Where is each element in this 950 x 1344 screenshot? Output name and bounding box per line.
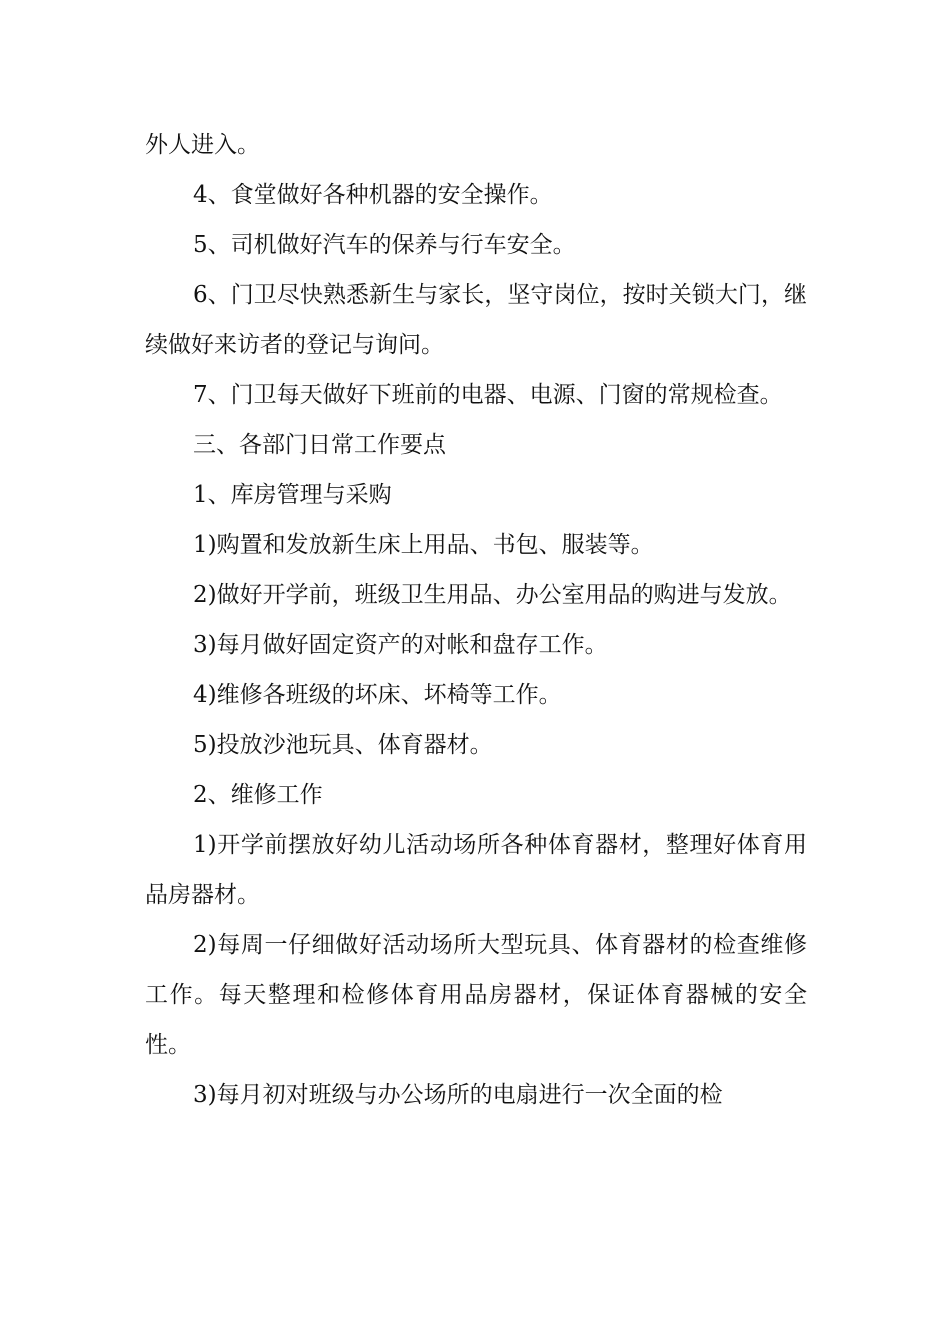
paragraph-4: 6、门卫尽快熟悉新生与家长，坚守岗位，按时关锁大门，继续做好来访者的登记与询问。 (145, 282, 807, 358)
paragraph-12: 5)投放沙池玩具、体育器材。 (193, 732, 493, 758)
paragraph-10: 3)每月做好固定资产的对帐和盘存工作。 (193, 632, 608, 658)
subsection-heading-2: 2、维修工作 (193, 782, 323, 808)
paragraph-5: 7、门卫每天做好下班前的电器、电源、门窗的常规检查。 (193, 382, 783, 408)
paragraph-16: 3)每月初对班级与办公场所的电扇进行一次全面的检 (193, 1082, 723, 1108)
section-heading: 三、各部门日常工作要点 (193, 432, 446, 458)
paragraph-1: 外人进入。 (145, 132, 260, 158)
paragraph-14: 1)开学前摆放好幼儿活动场所各种体育器材，整理好体育用品房器材。 (145, 832, 807, 908)
document-page (145, 120, 807, 1120)
paragraph-8: 1)购置和发放新生床上用品、书包、服装等。 (193, 532, 654, 558)
paragraph-11: 4)维修各班级的坏床、坏椅等工作。 (193, 682, 562, 708)
paragraph-15: 2)每周一仔细做好活动场所大型玩具、体育器材的检查维修工作。每天整理和检修体育用品房器材，保证体育器械的安全性。 (145, 932, 807, 1058)
paragraph-9: 2)做好开学前，班级卫生用品、办公室用品的购进与发放。 (193, 582, 792, 608)
paragraph-2: 4、食堂做好各种机器的安全操作。 (193, 182, 553, 208)
paragraph-3: 5、司机做好汽车的保养与行车安全。 (193, 232, 576, 258)
subsection-heading-1: 1、库房管理与采购 (193, 482, 392, 508)
